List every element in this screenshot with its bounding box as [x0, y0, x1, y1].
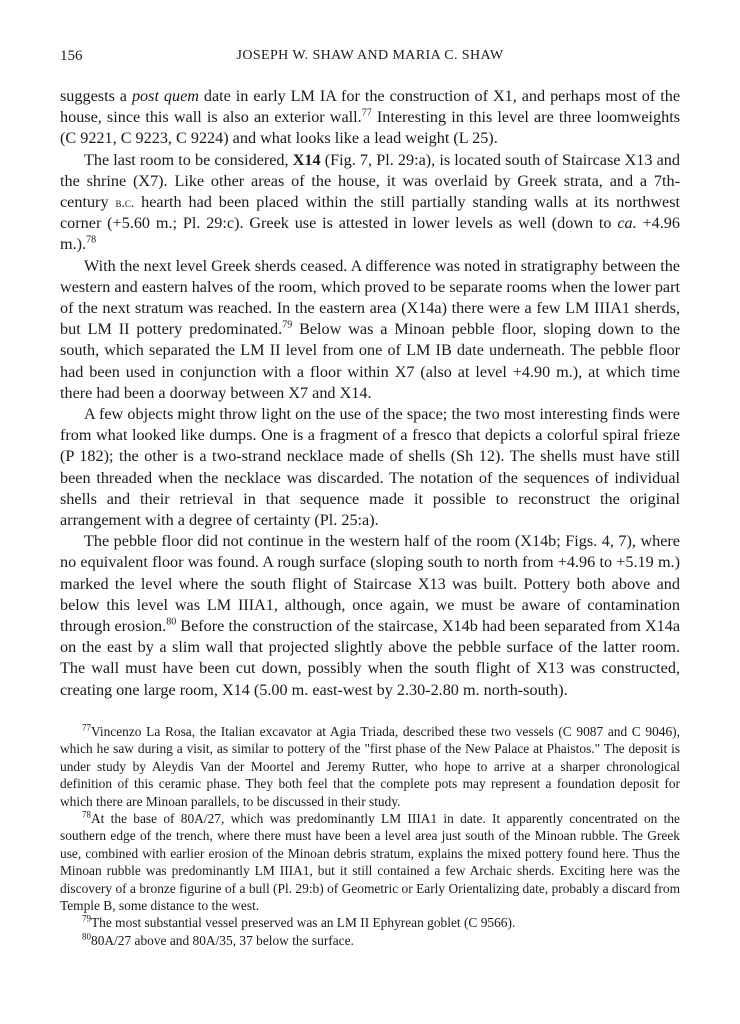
- footnote: [60, 914, 680, 931]
- footnote-text: 80A/27 above and 80A/35, 37 below the surface.: [91, 932, 354, 948]
- text-run: Below was a Minoan pebble floor, sloping down to the south, which separated the LM II level from one of LM IB date underneath. The pebble floor had been used in conjunction with a floor within X7 (also at level +4.90 m.), at which time there had been a doorway between X7 and X14.: [60, 320, 681, 402]
- footnote-ref[interactable]: 80: [166, 616, 177, 628]
- room-label: X14: [292, 150, 321, 169]
- footnote: [60, 810, 680, 914]
- footnote-number: 80: [82, 931, 91, 942]
- paragraph-4: A few objects might throw light on the use of the space; the two most interesting finds were from what looked like dumps. One is a fragment of a fresco that depicts a colorful spiral frieze (P 182); the other is a two-strand necklace made of shells (Sh 12). The shells must have still been threaded when the necklace was discarded. The notation of the sequences of individual shells and their retrieval in that sequence made it possible to reconstruct the original arrangement with a degree of certainty (Pl. 25:a).: [60, 405, 680, 530]
- page-number: 156: [60, 48, 83, 64]
- text-run: Interesting in this level are three loomweights (C 9221, C 9223, C 9224) and what looks like a lead weight (L 25).: [60, 108, 681, 148]
- footnote-text: At the base of 80A/27, which was predominantly LM IIIA1 in date. It apparently concentrated on the southern edge of the trench, where there must have been a level area just south of the Minoan rubble. The Greek use, combined with earlier erosion of the Minoan debris stratum, explains the mixed pottery found here. Thus the Minoan rubble was predominantly LM IIIA1, but it still contained a few Archaic sherds. Exciting here was the discovery of a bronze figurine of a bull (Pl. 29:b) of Geometric or Early Orientalizing date, probably a discard from Temple B, some distance to the west.: [60, 811, 680, 914]
- footnote: [60, 932, 680, 949]
- text-run: Before the construction of the staircase, X14b had been separated from X14a on the east by a slim wall that projected slightly above the pebble surface of the latter room. The wall must have been cut down, possibly when the south flight of X13 was constructed, creating one large room, X14 (5.00 m. east-west by 2.30-2.80 m. north-south).: [60, 617, 680, 699]
- text-run: +4.96 m.).: [60, 214, 680, 254]
- footnote: [60, 723, 680, 810]
- text-run: With the next level Greek sherds ceased. A difference was noted in stratigraphy between the western and eastern halves of the room, which proved to be separate rooms when the lower part of the next stratum was reached. In the eastern area (X14a) there were a few LM IIIA1 sherds, but LM II pottery predominated.: [60, 256, 680, 339]
- paragraph-3: [60, 256, 680, 404]
- footnotes: [60, 723, 680, 949]
- era-abbrev: b.c.: [115, 195, 135, 211]
- footnote-text: The most substantial vessel preserved was an LM II Ephyrean goblet (C 9566).: [91, 915, 516, 931]
- paragraph-1: [60, 86, 680, 150]
- text-run: suggests a: [60, 87, 132, 105]
- text-run: The pebble floor did not continue in the western half of the room (X14b; Figs. 4, 7), where no equivalent floor was found. A rough surface (sloping south to north from +4.96 to +5.19 m.) marked the level where the south flight of Staircase X13 was built. Pottery both above and below this level was LM IIIA1, although, once again, we must be aware of contamination through erosion.: [60, 532, 680, 636]
- page-header: [60, 48, 680, 70]
- paragraph-2: [60, 150, 680, 256]
- text-run: The last room to be considered,: [84, 150, 293, 169]
- italic-term: ca.: [617, 214, 637, 233]
- text-run: (Fig. 7, Pl. 29:a), is located south of Staircase X13 and the shrine (X7). Like other areas of the house, it was overlaid by Greek strata, and a 7th-century: [60, 150, 680, 212]
- footnote-number: 77: [82, 722, 91, 733]
- footnote-ref[interactable]: 79: [282, 319, 293, 331]
- paragraph-5: [60, 531, 680, 701]
- running-head: JOSEPH W. SHAW AND MARIA C. SHAW: [236, 48, 504, 63]
- body-text: [60, 86, 680, 701]
- footnote-ref[interactable]: 77: [361, 107, 372, 119]
- text-run: date in early LM IA for the construction of X1, and perhaps most of the house, since this wall is also an exterior wall.: [60, 87, 680, 127]
- footnote-number: 79: [82, 914, 91, 924]
- footnote-text: Vincenzo La Rosa, the Italian excavator at Agia Triada, described these two vessels (C 9087 and C 9046), which he saw during a visit, as similar to pottery of the "first phase of the New Palace at Phaistos." The deposit is under study by Aleydis Van der Moortel and Jeremy Rutter, who hope to arrive at a sharper chronological definition of this ceramic phase. They both feel that the complete pots may represent a foundation deposit for which there are Minoan parallels, to be discussed in their study.: [60, 724, 680, 809]
- footnote-number: 78: [82, 809, 91, 820]
- italic-term: post quem: [131, 87, 199, 105]
- text-run: hearth had been placed within the still partially standing walls at its northwest corner (+5.60 m.; Pl. 29:c). Greek use is attested in lower levels as well (down to: [60, 193, 681, 233]
- footnote-ref[interactable]: 78: [86, 235, 97, 247]
